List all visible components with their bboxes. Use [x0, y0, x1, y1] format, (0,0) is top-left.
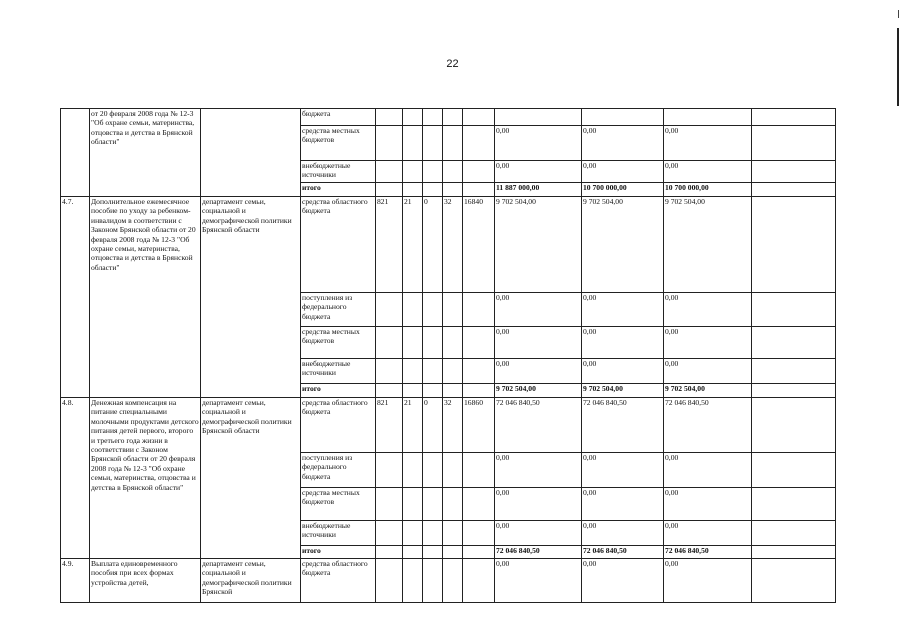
code-program	[443, 183, 463, 197]
code-section	[403, 359, 423, 384]
empty-cell	[752, 384, 836, 398]
code-ministry	[376, 161, 403, 183]
code-subsection	[423, 488, 443, 521]
amount-year-1	[495, 109, 582, 126]
code-subsection	[423, 327, 443, 359]
empty-cell	[752, 398, 836, 453]
table-row	[61, 398, 836, 453]
empty-cell	[752, 359, 836, 384]
code-subsection: 0	[423, 197, 443, 293]
code-target	[463, 546, 495, 559]
code-subsection	[423, 521, 443, 546]
amount-year-1: 0,00	[495, 453, 582, 488]
funding-source: итого	[301, 384, 376, 398]
amount-year-1: 0,00	[495, 126, 582, 161]
amount-year-3: 0,00	[664, 359, 752, 384]
code-ministry	[376, 521, 403, 546]
code-program	[443, 384, 463, 398]
code-section	[403, 126, 423, 161]
code-subsection	[423, 183, 443, 197]
code-program	[443, 293, 463, 327]
item-number: 4.8.	[61, 398, 90, 559]
funding-source: поступления из федерального бюджета	[301, 453, 376, 488]
code-program	[443, 161, 463, 183]
code-section	[403, 384, 423, 398]
empty-cell	[752, 161, 836, 183]
funding-source: средства местных бюджетов	[301, 126, 376, 161]
code-target	[463, 161, 495, 183]
amount-year-2: 0,00	[582, 161, 664, 183]
empty-cell	[752, 197, 836, 293]
amount-year-2: 0,00	[582, 488, 664, 521]
funding-source: внебюджетные источники	[301, 521, 376, 546]
funding-source: итого	[301, 546, 376, 559]
funding-source: средства областного бюджета	[301, 398, 376, 453]
funding-source: бюджета	[301, 109, 376, 126]
amount-year-2: 0,00	[582, 126, 664, 161]
code-subsection	[423, 126, 443, 161]
amount-year-1: 9 702 504,00	[495, 384, 582, 398]
page-number: 22	[446, 58, 459, 70]
amount-year-1: 11 887 000,00	[495, 183, 582, 197]
empty-cell	[752, 488, 836, 521]
funding-source: итого	[301, 183, 376, 197]
code-section: 21	[403, 197, 423, 293]
code-section	[403, 546, 423, 559]
code-ministry	[376, 327, 403, 359]
code-target	[463, 559, 495, 603]
code-ministry	[376, 183, 403, 197]
item-name: Дополнительное ежемесячное пособие по уходу за ребенком-инвалидом в соответствии с Законом Брянской области от 20 февраля 2008 года № 12-3 "Об охране семьи, материнства, отцовства и детства в Брянской области"	[90, 197, 201, 398]
amount-year-1: 0,00	[495, 327, 582, 359]
funding-source: внебюджетные источники	[301, 161, 376, 183]
amount-year-1: 0,00	[495, 293, 582, 327]
amount-year-2: 0,00	[582, 453, 664, 488]
item-number	[61, 109, 90, 197]
code-ministry	[376, 293, 403, 327]
code-section	[403, 293, 423, 327]
funding-source: средства областного бюджета	[301, 559, 376, 603]
amount-year-2: 9 702 504,00	[582, 384, 664, 398]
code-subsection	[423, 359, 443, 384]
amount-year-1: 0,00	[495, 559, 582, 603]
code-target	[463, 327, 495, 359]
code-target	[463, 126, 495, 161]
amount-year-2: 0,00	[582, 521, 664, 546]
code-ministry	[376, 453, 403, 488]
amount-year-1: 72 046 840,50	[495, 398, 582, 453]
amount-year-3: 0,00	[664, 293, 752, 327]
amount-year-3: 72 046 840,50	[664, 398, 752, 453]
amount-year-3: 0,00	[664, 488, 752, 521]
program-table	[60, 108, 836, 603]
code-ministry	[376, 109, 403, 126]
amount-year-2: 10 700 000,00	[582, 183, 664, 197]
amount-year-3: 0,00	[664, 521, 752, 546]
funding-source: поступления из федерального бюджета	[301, 293, 376, 327]
code-ministry: 821	[376, 398, 403, 453]
funding-source: средства местных бюджетов	[301, 327, 376, 359]
code-subsection	[423, 453, 443, 488]
amount-year-3: 9 702 504,00	[664, 197, 752, 293]
empty-cell	[752, 327, 836, 359]
empty-cell	[752, 559, 836, 603]
scan-edge-tick	[898, 10, 899, 18]
amount-year-2: 0,00	[582, 359, 664, 384]
item-number: 4.7.	[61, 197, 90, 398]
amount-year-1: 0,00	[495, 521, 582, 546]
amount-year-2: 0,00	[582, 559, 664, 603]
code-ministry	[376, 559, 403, 603]
code-target: 16860	[463, 398, 495, 453]
amount-year-1: 0,00	[495, 161, 582, 183]
code-ministry	[376, 488, 403, 521]
item-name: Денежная компенсация на питание специальными молочными продуктами детского питания детей первого, второго и третьего года жизни в соответствии с Законом Брянской области от 20 февраля 2008 года № 12-3 "Об охране семьи, материнства, отцовства и детства в Брянской области"	[90, 398, 201, 559]
code-subsection	[423, 293, 443, 327]
item-department: департамент семьи, социальной и демографической политики Брянской	[201, 559, 301, 603]
item-department: департамент семьи, социальной и демографической политики Брянской области	[201, 197, 301, 398]
code-program	[443, 453, 463, 488]
funding-source: внебюджетные источники	[301, 359, 376, 384]
amount-year-3	[664, 109, 752, 126]
amount-year-2: 0,00	[582, 327, 664, 359]
code-program	[443, 488, 463, 521]
empty-cell	[752, 453, 836, 488]
item-number: 4.9.	[61, 559, 90, 603]
empty-cell	[752, 183, 836, 197]
table-row	[61, 559, 836, 603]
empty-cell	[752, 521, 836, 546]
empty-cell	[752, 293, 836, 327]
code-subsection	[423, 559, 443, 603]
amount-year-2: 9 702 504,00	[582, 197, 664, 293]
code-section	[403, 183, 423, 197]
code-section	[403, 161, 423, 183]
code-target: 16840	[463, 197, 495, 293]
code-section: 21	[403, 398, 423, 453]
table-row	[61, 197, 836, 293]
code-ministry	[376, 546, 403, 559]
code-program: 32	[443, 398, 463, 453]
amount-year-1: 0,00	[495, 488, 582, 521]
code-target	[463, 488, 495, 521]
code-subsection: 0	[423, 398, 443, 453]
code-subsection	[423, 546, 443, 559]
empty-cell	[752, 546, 836, 559]
code-program	[443, 126, 463, 161]
code-ministry	[376, 359, 403, 384]
code-section	[403, 488, 423, 521]
code-subsection	[423, 384, 443, 398]
table-row	[61, 109, 836, 126]
code-program	[443, 327, 463, 359]
scan-edge-mark	[897, 28, 899, 106]
code-section	[403, 559, 423, 603]
code-ministry: 821	[376, 197, 403, 293]
funding-source: средства областного бюджета	[301, 197, 376, 293]
item-department	[201, 109, 301, 197]
code-target	[463, 521, 495, 546]
item-name: Выплата единовременного пособия при всех формах устройства детей,	[90, 559, 201, 603]
amount-year-3: 0,00	[664, 126, 752, 161]
amount-year-3: 0,00	[664, 327, 752, 359]
amount-year-1: 0,00	[495, 359, 582, 384]
item-department: департамент семьи, социальной и демографической политики Брянской области	[201, 398, 301, 559]
amount-year-3: 0,00	[664, 453, 752, 488]
code-target	[463, 359, 495, 384]
funding-source: средства местных бюджетов	[301, 488, 376, 521]
amount-year-1: 9 702 504,00	[495, 197, 582, 293]
code-section	[403, 327, 423, 359]
amount-year-3: 0,00	[664, 559, 752, 603]
code-target	[463, 183, 495, 197]
code-ministry	[376, 384, 403, 398]
amount-year-3: 10 700 000,00	[664, 183, 752, 197]
item-name: от 20 февраля 2008 года № 12-3 "Об охране семьи, материнства, отцовства и детства в Брянской области"	[90, 109, 201, 197]
empty-cell	[752, 109, 836, 126]
code-section	[403, 453, 423, 488]
code-ministry	[376, 126, 403, 161]
empty-cell	[752, 126, 836, 161]
code-target	[463, 453, 495, 488]
amount-year-3: 72 046 840,50	[664, 546, 752, 559]
code-subsection	[423, 109, 443, 126]
code-program	[443, 359, 463, 384]
amount-year-3: 9 702 504,00	[664, 384, 752, 398]
code-target	[463, 293, 495, 327]
amount-year-2: 72 046 840,50	[582, 398, 664, 453]
code-program	[443, 521, 463, 546]
code-section	[403, 521, 423, 546]
amount-year-2: 72 046 840,50	[582, 546, 664, 559]
code-section	[403, 109, 423, 126]
code-program	[443, 546, 463, 559]
code-program	[443, 109, 463, 126]
code-subsection	[423, 161, 443, 183]
amount-year-3: 0,00	[664, 161, 752, 183]
amount-year-2: 0,00	[582, 293, 664, 327]
code-program: 32	[443, 197, 463, 293]
amount-year-2	[582, 109, 664, 126]
code-program	[443, 559, 463, 603]
code-target	[463, 384, 495, 398]
code-target	[463, 109, 495, 126]
amount-year-1: 72 046 840,50	[495, 546, 582, 559]
